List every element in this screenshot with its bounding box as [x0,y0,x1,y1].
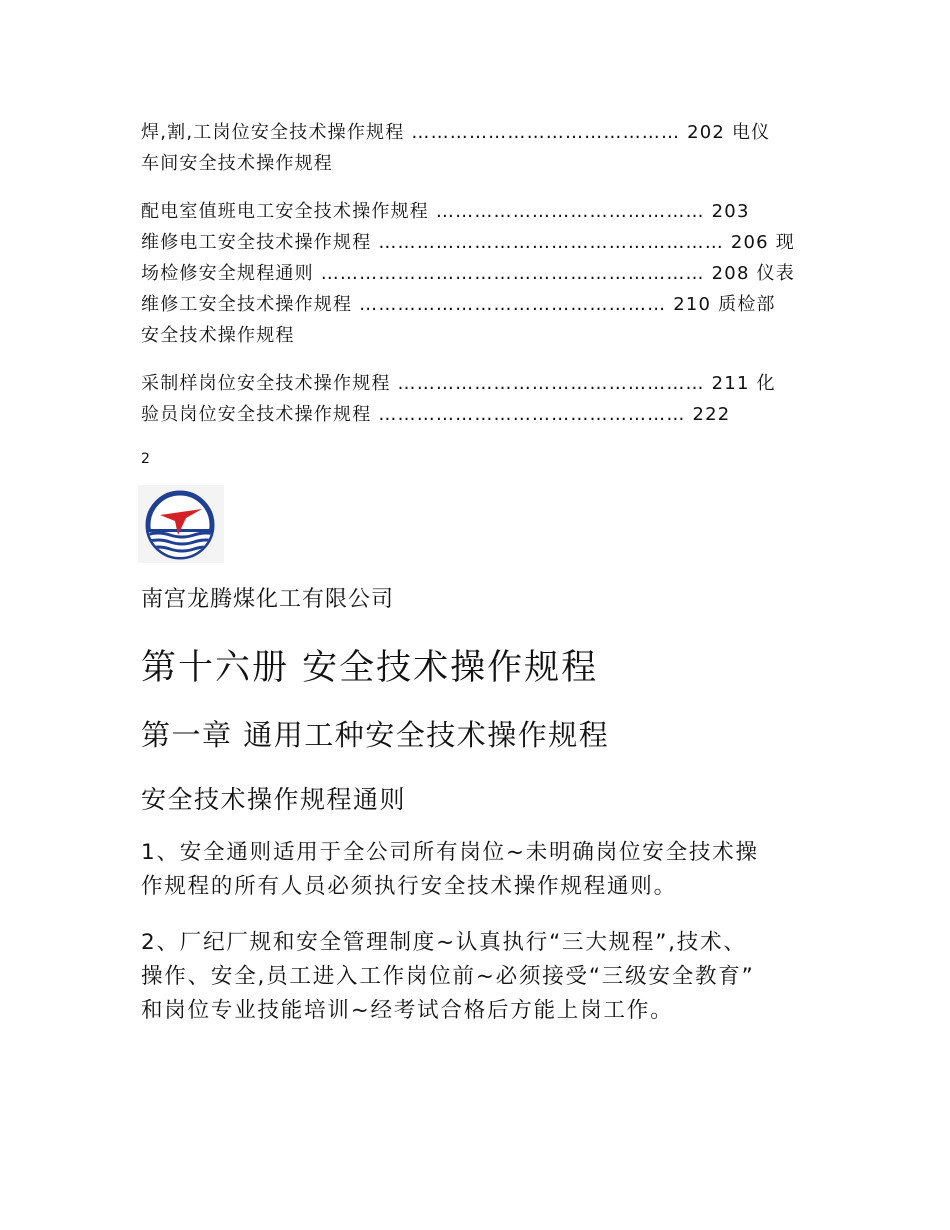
paragraph-line: 2、厂纪厂规和安全管理制度~认真执行“三大规程”,技术、 [141,930,747,955]
paragraph-line: 1、安全通则适用于全公司所有岗位~未明确岗位安全技术操 [141,840,759,865]
chapter-title: 第一章 通用工种安全技术操作规程 [141,718,610,752]
table-of-contents [141,117,813,430]
paragraph-line: 和岗位专业技能培训~经考试合格后方能上岗工作。 [141,998,674,1023]
toc-line: 安全技术操作规程 [141,325,295,346]
paragraph-line: 作规程的所有人员必须执行安全技术操作规程通则。 [141,874,677,899]
toc-line: 车间安全技术操作规程 [141,153,333,174]
paragraph-line: 操作、安全,员工进入工作岗位前~必须接受“三级安全教育” [141,964,755,989]
toc-line: 场检修安全规程通则 …………………………………………………… 208 仪表 [141,263,795,284]
toc-line: 维修电工安全技术操作规程 ……………………………………………… 206 现 [141,232,795,253]
toc-line: 焊,割,工岗位安全技术操作规程 …………………………………… 202 电仪 [141,122,771,143]
toc-line: 配电室值班电工安全技术操作规程 …………………………………… 203 [141,201,750,222]
toc-line: 验员岗位安全技术操作规程 ………………………………………… 222 [141,404,731,425]
company-name: 南宫龙腾煤化工有限公司 [141,587,395,612]
paragraph-2 [141,926,821,1028]
paragraph-1 [141,836,821,904]
page-number: 2 [141,451,150,467]
toc-line: 采制样岗位安全技术操作规程 ………………………………………… 211 化 [141,373,776,394]
section-title: 安全技术操作规程通则 [141,785,407,814]
volume-title: 第十六册 安全技术操作规程 [141,648,599,688]
toc-line: 维修工安全技术操作规程 ………………………………………… 210 质检部 [141,294,776,315]
company-logo-icon [138,485,224,563]
